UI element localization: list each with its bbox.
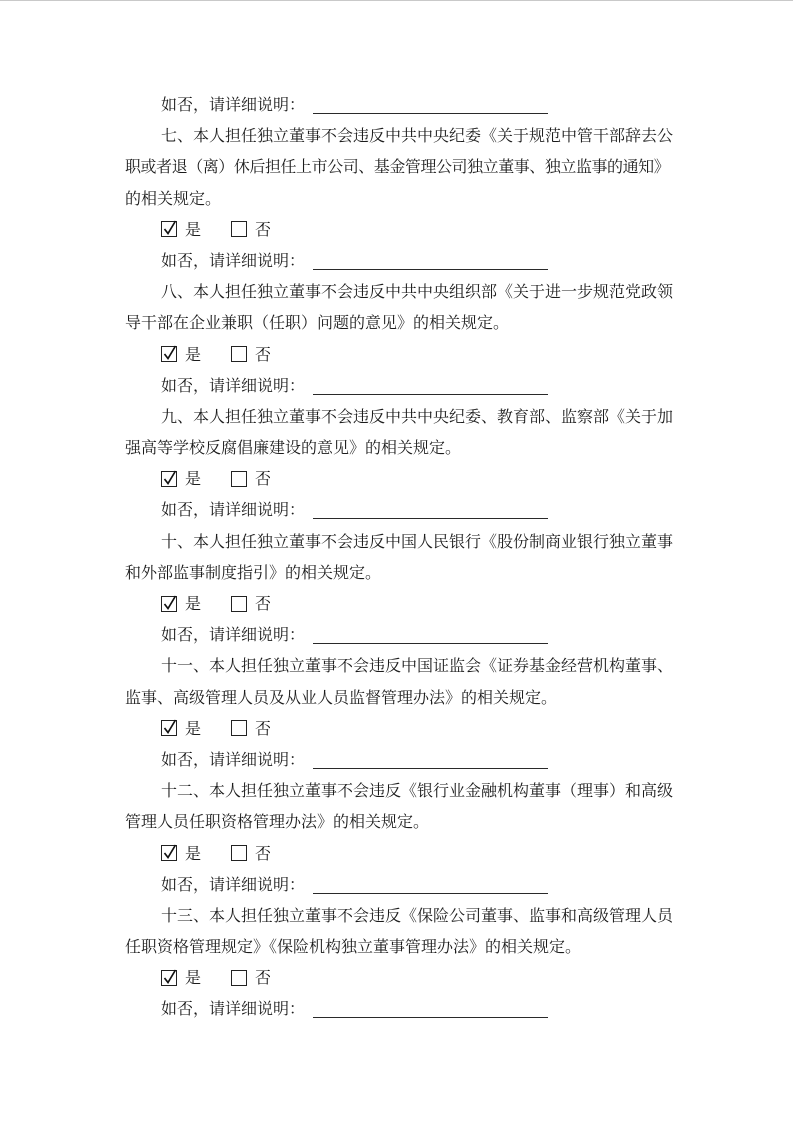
no-checkbox[interactable]	[231, 471, 247, 487]
statement-line: 导干部在企业兼职（任职）问题的意见》的相关规定。	[125, 315, 510, 333]
declaration-item-10	[125, 527, 673, 652]
statement-line: 任职资格管理规定》《保险机构独立董事管理办法》的相关规定。	[125, 939, 582, 957]
yes-checkbox[interactable]	[161, 596, 177, 612]
statement-line: 管理人员任职资格管理办法》的相关规定。	[125, 814, 430, 832]
explain-blank-field[interactable]	[313, 502, 548, 519]
explain-blank-field[interactable]	[313, 752, 548, 769]
statement-line: 强高等学校反腐倡廉建设的意见》的相关规定。	[125, 440, 462, 458]
explain-row	[125, 620, 673, 651]
check-icon	[162, 467, 177, 487]
statement-line: 十一、本人担任独立董事不会违反中国证监会《证券基金经营机构董事、	[161, 658, 674, 676]
explain-row	[125, 994, 673, 1025]
statement-line: 十三、本人担任独立董事不会违反《保险公司董事、监事和高级管理人员	[161, 907, 674, 925]
explain-blank-field[interactable]	[313, 378, 548, 395]
no-label: 否	[255, 471, 272, 489]
statement-line: 监事、高级管理人员及从业人员监督管理办法》的相关规定。	[125, 689, 558, 707]
check-icon	[162, 217, 177, 237]
yes-label: 是	[185, 970, 202, 988]
yes-label: 是	[185, 845, 202, 863]
statement-line: 和外部监事制度指引》的相关规定。	[125, 564, 382, 582]
declaration-item-13	[125, 901, 673, 1026]
check-icon	[162, 592, 177, 612]
yes-label: 是	[185, 471, 202, 489]
yes-checkbox[interactable]	[161, 970, 177, 986]
check-icon	[162, 841, 177, 861]
explain-label: 如否，请详细说明：	[161, 97, 306, 114]
statement-line: 七、本人担任独立董事不会违反中共中央纪委《关于规范中管干部辞去公	[161, 128, 674, 146]
explain-label: 如否，请详细说明：	[161, 876, 306, 894]
yes-label: 是	[185, 221, 202, 239]
yes-no-row	[125, 340, 673, 371]
explain-blank-field[interactable]	[313, 97, 548, 114]
declaration-item-9	[125, 402, 673, 527]
yes-label: 是	[185, 346, 202, 364]
yes-checkbox[interactable]	[161, 720, 177, 736]
check-icon	[162, 716, 177, 736]
explain-blank-field[interactable]	[313, 627, 548, 644]
explain-row	[125, 371, 673, 402]
no-label: 否	[255, 221, 272, 239]
yes-no-row	[125, 215, 673, 246]
statement-line: 八、本人担任独立董事不会违反中共中央组织部《关于进一步规范党政领	[161, 284, 674, 302]
statement-line: 的相关规定。	[125, 190, 222, 208]
declaration-item-8	[125, 277, 673, 402]
declaration-item-7	[125, 121, 673, 277]
declaration-item-12	[125, 776, 673, 901]
yes-no-row	[125, 963, 673, 994]
no-checkbox[interactable]	[231, 720, 247, 736]
explain-label: 如否，请详细说明：	[161, 502, 306, 520]
yes-checkbox[interactable]	[161, 221, 177, 237]
yes-label: 是	[185, 596, 202, 613]
yes-no-row	[125, 589, 673, 620]
explain-blank-field[interactable]	[313, 1001, 548, 1018]
no-checkbox[interactable]	[231, 845, 247, 861]
explain-label: 如否，请详细说明：	[161, 252, 306, 270]
yes-checkbox[interactable]	[161, 845, 177, 861]
check-icon	[162, 966, 177, 986]
no-checkbox[interactable]	[231, 970, 247, 986]
no-checkbox[interactable]	[231, 596, 247, 612]
declaration-item-11	[125, 651, 673, 776]
explain-blank-field[interactable]	[313, 253, 548, 270]
explain-row	[125, 246, 673, 277]
no-checkbox[interactable]	[231, 221, 247, 237]
statement-line: 十二、本人担任独立董事不会违反《银行业金融机构董事（理事）和高级	[161, 783, 674, 801]
no-label: 否	[255, 720, 272, 738]
explain-label: 如否，请详细说明：	[161, 377, 306, 395]
no-label: 否	[255, 845, 272, 863]
form-content	[125, 90, 673, 1026]
explain-row	[125, 495, 673, 526]
explain-label: 如否，请详细说明：	[161, 627, 306, 645]
yes-no-row	[125, 464, 673, 495]
no-checkbox[interactable]	[231, 346, 247, 362]
page-top-edge	[0, 0, 793, 1]
explain-label: 如否，请详细说明：	[161, 751, 306, 769]
explain-label: 如否，请详细说明：	[161, 1001, 306, 1019]
yes-no-row	[125, 839, 673, 870]
statement-line: 十、本人担任独立董事不会违反中国人民银行《股份制商业银行独立董事	[161, 533, 674, 551]
no-label: 否	[255, 346, 272, 364]
check-icon	[162, 342, 177, 362]
explain-blank-field[interactable]	[313, 877, 548, 894]
statement-line: 九、本人担任独立董事不会违反中共中央纪委、教育部、监察部《关于加	[161, 408, 674, 426]
yes-checkbox[interactable]	[161, 471, 177, 487]
no-label: 否	[255, 970, 272, 988]
yes-no-row	[125, 714, 673, 745]
yes-label: 是	[185, 720, 202, 738]
yes-checkbox[interactable]	[161, 346, 177, 362]
explain-row	[125, 745, 673, 776]
statement-line: 职或者退（离）休后担任上市公司、基金管理公司独立董事、独立监事的通知》	[125, 159, 670, 177]
explain-row	[125, 90, 673, 121]
no-label: 否	[255, 596, 272, 613]
explain-row	[125, 870, 673, 901]
